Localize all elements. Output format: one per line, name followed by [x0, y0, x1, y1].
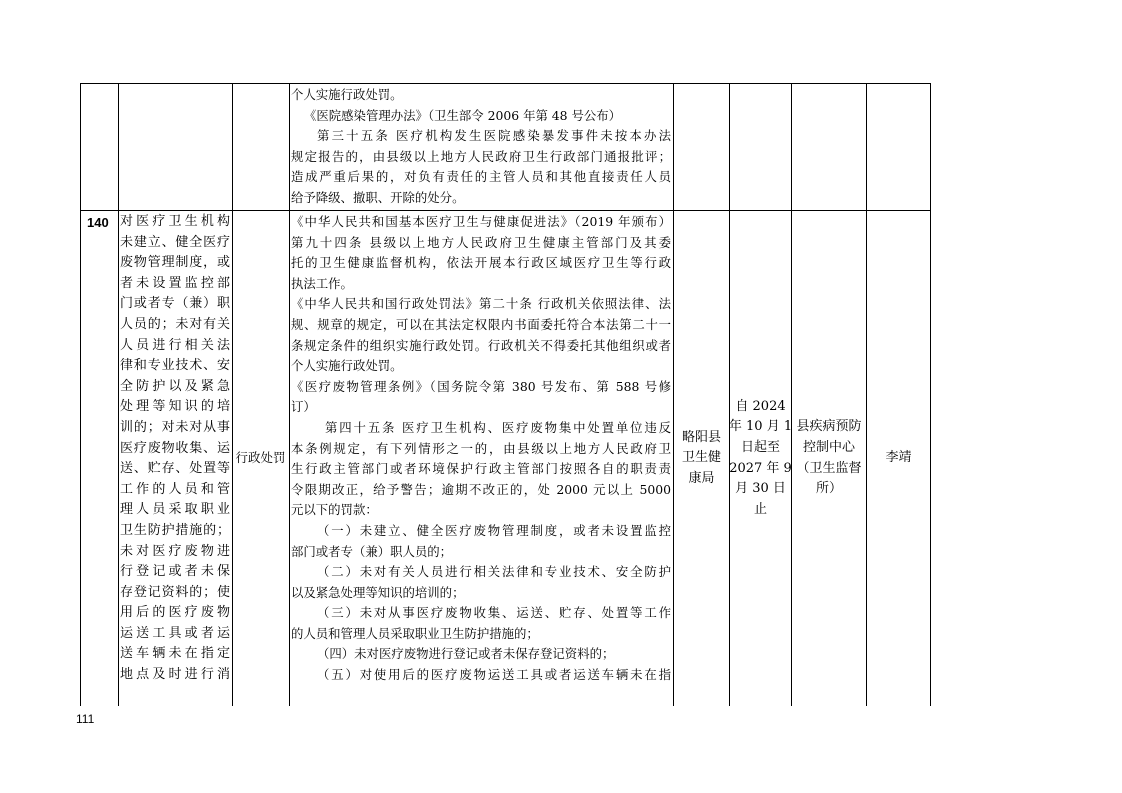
col-divider-1: [118, 83, 119, 706]
text-line: 理人员采取职业: [120, 502, 230, 518]
type-text: 行政处罚: [235, 450, 286, 466]
text-line: 止: [753, 501, 767, 517]
text-line: 人员进行相关法: [120, 337, 230, 353]
text-line: 本条例规定，有下列情形之一的，由县级以上地方人民政府卫: [291, 440, 671, 456]
text-line: 《医疗废物管理条例》（国务院令第 380 号发布、第 588 号修: [291, 378, 671, 394]
text-line: 未建立、健全医疗: [120, 234, 230, 250]
text-line: 年 10 月 1: [728, 419, 793, 435]
text-line: 元以下的罚款：: [291, 502, 378, 518]
text-line: 生行政主管部门或者环境保护行政主管部门按照各自的职责责: [291, 461, 671, 477]
text-line: （二）未对有关人员进行相关法律和专业技术、安全防护: [317, 564, 671, 580]
text-line: 给予降级、撤职、开除的处分。: [291, 189, 465, 205]
text-line: 《中华人民共和国基本医疗卫生与健康促进法》（2019 年颁布）: [291, 214, 671, 229]
text-line: 部门或者专（兼）职人员的；: [291, 543, 453, 559]
text-line: 未对医疗废物进: [120, 543, 230, 559]
delegation-period: [730, 211, 791, 706]
table-border-top: [80, 83, 930, 84]
text-line: 存登记资料的；使: [120, 584, 230, 600]
legal-basis: [291, 212, 671, 686]
person-name: 李靖: [885, 450, 912, 466]
text-line: 2027 年 9: [729, 460, 792, 476]
text-line: 对医疗卫生机构: [120, 214, 230, 229]
text-line: 托的卫生健康监督机构，依法开展本行政区域医疗卫生等行政: [291, 255, 671, 271]
text-line: 送车辆未在指定: [120, 646, 230, 662]
table-border-right: [930, 83, 931, 706]
text-line: 第三十五条 医疗机构发生医院感染暴发事件未按本办法: [317, 128, 671, 144]
text-line: 卫生防护措施的；: [120, 522, 230, 538]
text-line: 月 30 日: [735, 481, 786, 497]
text-line: 全防护以及紧急: [120, 378, 230, 394]
text-line: 卫生健: [681, 450, 721, 466]
text-line: 造成严重后果的，对负有责任的主管人员和其他直接责任人员: [291, 169, 671, 185]
text-line: 县疾病预防: [796, 419, 862, 435]
text-line: 人员的；未对有关: [120, 316, 230, 332]
prev-row-content: [291, 85, 671, 209]
text-line: 令限期改正，给予警告；逾期不改正的，处 2000 元以上 5000: [291, 481, 671, 497]
text-line: 门或者专（兼）职: [120, 296, 230, 312]
text-line: （五）对使用后的医疗废物运送工具或者运送车辆未在指: [317, 667, 671, 683]
delegate-organization: [792, 211, 866, 706]
text-line: 运送工具或者运: [120, 625, 230, 641]
text-line: 用后的医疗废物: [120, 605, 230, 621]
table-border-left: [80, 83, 81, 706]
text-line: 以及紧急处理等知识的培训的；: [291, 584, 465, 600]
col-divider-3: [289, 83, 290, 706]
text-line: 律和专业技术、安: [120, 358, 230, 374]
text-line: 地点及时进行消: [120, 667, 230, 683]
text-line: 规定报告的，由县级以上地方人民政府卫生行政部门通报批评；: [291, 148, 671, 164]
text-line: 个人实施行政处罚。: [291, 87, 403, 102]
text-line: 订）: [291, 399, 316, 415]
text-line: 训的；对未对从事: [120, 419, 230, 435]
text-line: 《中华人民共和国行政处罚法》第二十条 行政机关依照法律、法: [291, 296, 671, 312]
text-line: 送、贮存、处置等: [120, 461, 230, 477]
text-line: （一）未建立、健全医疗废物管理制度，或者未设置监控: [317, 522, 671, 538]
text-line: 执法工作。: [291, 275, 353, 291]
item-description: [120, 212, 230, 686]
text-line: 第四十五条 医疗卫生机构、医疗废物集中处置单位违反: [325, 419, 671, 435]
text-line: 行登记或者未保: [120, 564, 230, 580]
text-line: 工作的人员和管: [120, 481, 230, 497]
text-line: 规、规章的规定，可以在其法定权限内书面委托符合本法第二十一: [291, 316, 671, 332]
text-line: 略阳县: [681, 429, 721, 445]
text-line: 的人员和管理人员采取职业卫生防护措施的；: [291, 625, 539, 641]
text-line: 《医院感染管理办法》（卫生部令 2006 年第 48 号公布）: [304, 107, 622, 123]
text-line: 日起至: [740, 439, 780, 455]
text-line: （三）未对从事医疗废物收集、运送、贮存、处置等工作: [317, 605, 671, 621]
text-line: 第九十四条 县级以上地方人民政府卫生健康主管部门及其委: [291, 234, 671, 250]
text-line: 康局: [688, 470, 715, 486]
page-number: 111: [76, 712, 95, 726]
text-line: 所）: [815, 481, 842, 497]
text-line: 控制中心: [802, 439, 855, 455]
text-line: 医疗废物收集、运: [120, 440, 230, 456]
text-line: 处理等知识的培: [120, 399, 230, 415]
row-number: 140: [87, 215, 109, 230]
text-line: 自 2024: [735, 398, 786, 414]
text-line: 条规定条件的组织实施行政处罚。行政机关不得委托其他组织或者: [291, 337, 671, 353]
enforcement-type: [232, 211, 289, 706]
text-line: 个人实施行政处罚。: [291, 358, 403, 374]
text-line: （卫生监督: [796, 460, 862, 476]
text-line: 废物管理制度，或: [120, 255, 230, 271]
text-line: （四）未对医疗废物进行登记或者未保存登记资料的；: [317, 646, 615, 662]
responsible-person: [867, 211, 930, 706]
implementing-authority: [674, 211, 729, 706]
text-line: 者未设置监控部: [120, 275, 230, 291]
